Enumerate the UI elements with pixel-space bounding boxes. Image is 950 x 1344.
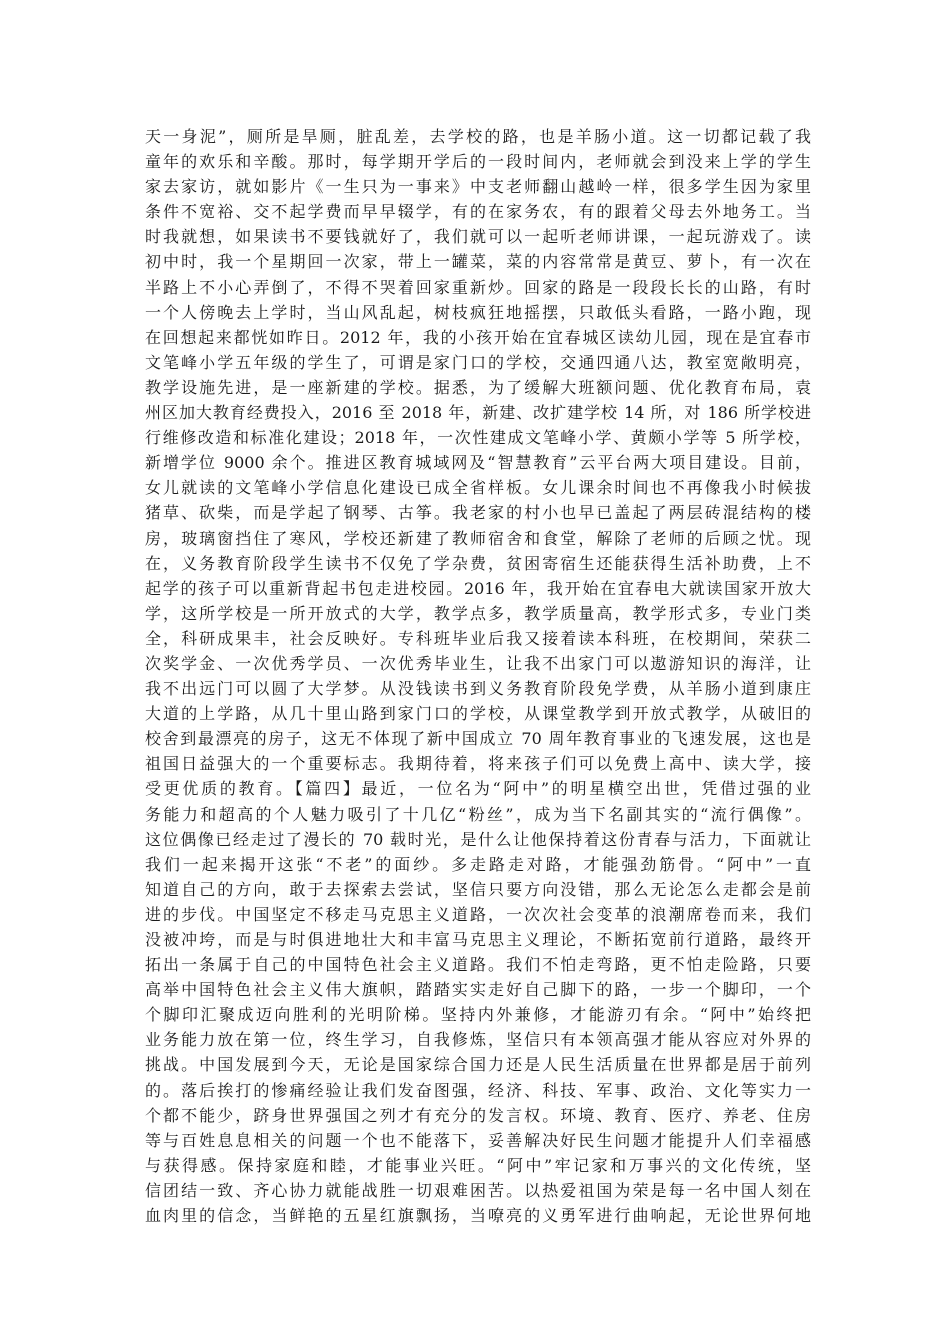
text-line: 受更优质的教育。【篇四】最近，一位名为“阿中”的明星横空出世，凭借过强的业 (145, 779, 811, 799)
text-line: 新增学位 9000 余个。推进区教育城域网及“智慧教育”云平台两大项目建设。目前， (145, 453, 811, 473)
text-line: 祖国日益强大的一个重要标志。我期待着，将来孩子们可以免费上高中、读大学，接 (145, 754, 811, 774)
text-line: 文笔峰小学五年级的学生了，可谓是家门口的学校，交通四通八达，教室宽敞明亮， (145, 352, 811, 372)
text-line: 起学的孩子可以重新背起书包走进校园。2016 年，我开始在宜春电大就读国家开放大 (145, 578, 811, 598)
text-line: 一个人傍晚去上学时，当山风乱起，树枝疯狂地摇摆，只敢低头看路，一路小跑，现 (145, 302, 811, 322)
text-line: 女儿就读的文笔峰小学信息化建设已成全省样板。女儿课余时间也不再像我小时候拔 (145, 478, 811, 498)
text-line: 拓出一条属于自己的中国特色社会主义道路。我们不怕走弯路，更不怕走险路，只要 (145, 955, 811, 975)
text-line: 个都不能少，跻身世界强国之列才有充分的发言权。环境、教育、医疗、养老、住房 (145, 1105, 811, 1125)
text-line: 次奖学金、一次优秀学员、一次优秀毕业生，让我不出家门可以遨游知识的海洋，让 (145, 653, 811, 673)
text-line: 房，玻璃窗挡住了寒风，学校还新建了教师宿舍和食堂，解除了老师的后顾之忧。现 (145, 528, 811, 548)
text-line: 信团结一致、齐心协力就能战胜一切艰难困苦。以热爱祖国为荣是每一名中国人刻在 (145, 1180, 811, 1200)
text-line: 童年的欢乐和辛酸。那时，每学期开学后的一段时间内，老师就会到没来上学的学生 (145, 152, 811, 172)
text-line: 在，义务教育阶段学生读书不仅免了学杂费，贫困寄宿生还能获得生活补助费，上不 (145, 553, 811, 573)
text-line: 在回想起来都恍如昨日。2012 年，我的小孩开始在宜春城区读幼儿园，现在是宜春市 (145, 327, 811, 347)
text-line: 我不出远门可以圆了大学梦。从没钱读书到义务教育阶段免学费，从羊肠小道到康庄 (145, 679, 811, 699)
text-line: 个脚印汇聚成迈向胜利的光明阶梯。坚持内外兼修，才能游刃有余。“阿中”始终把 (145, 1005, 811, 1025)
text-line: 全，科研成果丰，社会反映好。专科班毕业后我又接着读本科班，在校期间，荣获二 (145, 628, 811, 648)
text-line: 行维修改造和标准化建设；2018 年，一次性建成文笔峰小学、黄颇小学等 5 所学校， (145, 428, 811, 448)
text-line: 时我就想，如果读书不要钱就好了，我们就可以一起听老师讲课，一起玩游戏了。读 (145, 227, 811, 247)
text-line: 没被冲垮，而是与时俱进地壮大和丰富马克思主义理论，不断拓宽前行道路，最终开 (145, 930, 811, 949)
text-line: 学，这所学校是一所开放式的大学，教学点多，教学质量高，教学形式多，专业门类 (145, 603, 811, 623)
text-line: 大道的上学路，从几十里山路到家门口的学校，从课堂教学到开放式教学，从破旧的 (145, 704, 811, 724)
text-line: 州区加大教育经费投入，2016 至 2018 年，新建、改扩建学校 14 所，对 186 所学校进 (145, 403, 811, 423)
text-line: 半路上不小心弄倒了，不得不哭着回家重新炒。回家的路是一段段长长的山路，有时 (145, 277, 811, 297)
text-line: 血肉里的信念，当鲜艳的五星红旗飘扬，当嘹亮的义勇军进行曲响起，无论世界何地 (145, 1206, 811, 1226)
text-line: 进的步伐。中国坚定不移走马克思主义道路，一次次社会变革的浪潮席卷而来，我们 (145, 904, 811, 924)
text-line: 校舍到最漂亮的房子，这无不体现了新中国成立 70 周年教育事业的飞速发展，这也是 (145, 729, 811, 749)
text-line: 与获得感。保持家庭和睦，才能事业兴旺。“阿中”牢记家和万事兴的文化传统，坚 (145, 1155, 811, 1175)
text-line: 初中时，我一个星期回一次家，带上一罐菜，菜的内容常常是黄豆、萝卜，有一次在 (145, 252, 811, 272)
text-line: 条件不宽裕、交不起学费而早早辍学，有的在家务农，有的跟着父母去外地务工。当 (145, 202, 811, 222)
text-line: 这位偶像已经走过了漫长的 70 载时光，是什么让他保持着这份青春与活力，下面就让 (145, 829, 811, 849)
text-line: 业务能力放在第一位，终生学习，自我修炼，坚信只有本领高强才能从容应对外界的 (145, 1030, 811, 1050)
text-line: 教学设施先进，是一座新建的学校。据悉，为了缓解大班额问题、优化教育布局，袁 (145, 377, 811, 397)
text-line: 挑战。中国发展到今天，无论是国家综合国力还是人民生活质量在世界都是居于前列 (145, 1055, 811, 1075)
text-line: 的。落后挨打的惨痛经验让我们发奋图强，经济、科技、军事、政治、文化等实力一 (145, 1080, 811, 1100)
text-line: 等与百姓息息相关的问题一个也不能落下，妥善解决好民生问题才能提升人们幸福感 (145, 1130, 811, 1150)
text-line: 务能力和超高的个人魅力吸引了十几亿“粉丝”，成为当下名副其实的“流行偶像”。 (145, 804, 811, 824)
text-line: 我们一起来揭开这张“不老”的面纱。多走路走对路，才能强劲筋骨。“阿中”一直 (145, 854, 811, 874)
text-line: 猪草、砍柴，而是学起了钢琴、古筝。我老家的村小也早已盖起了两层砖混结构的楼 (145, 503, 811, 523)
text-line: 家去家访，就如影片《一生只为一事来》中支老师翻山越岭一样，很多学生因为家里 (145, 177, 811, 197)
body-text (145, 124, 811, 1228)
text-line: 天一身泥”，厕所是旱厕，脏乱差，去学校的路，也是羊肠小道。这一切都记载了我 (145, 127, 811, 146)
text-line: 知道自己的方向，敢于去探索去尝试，坚信只要方向没错，那么无论怎么走都会是前 (145, 879, 811, 899)
text-line: 高举中国特色社会主义伟大旗帜，踏踏实实走好自己脚下的路，一步一个脚印，一个 (145, 980, 811, 1000)
